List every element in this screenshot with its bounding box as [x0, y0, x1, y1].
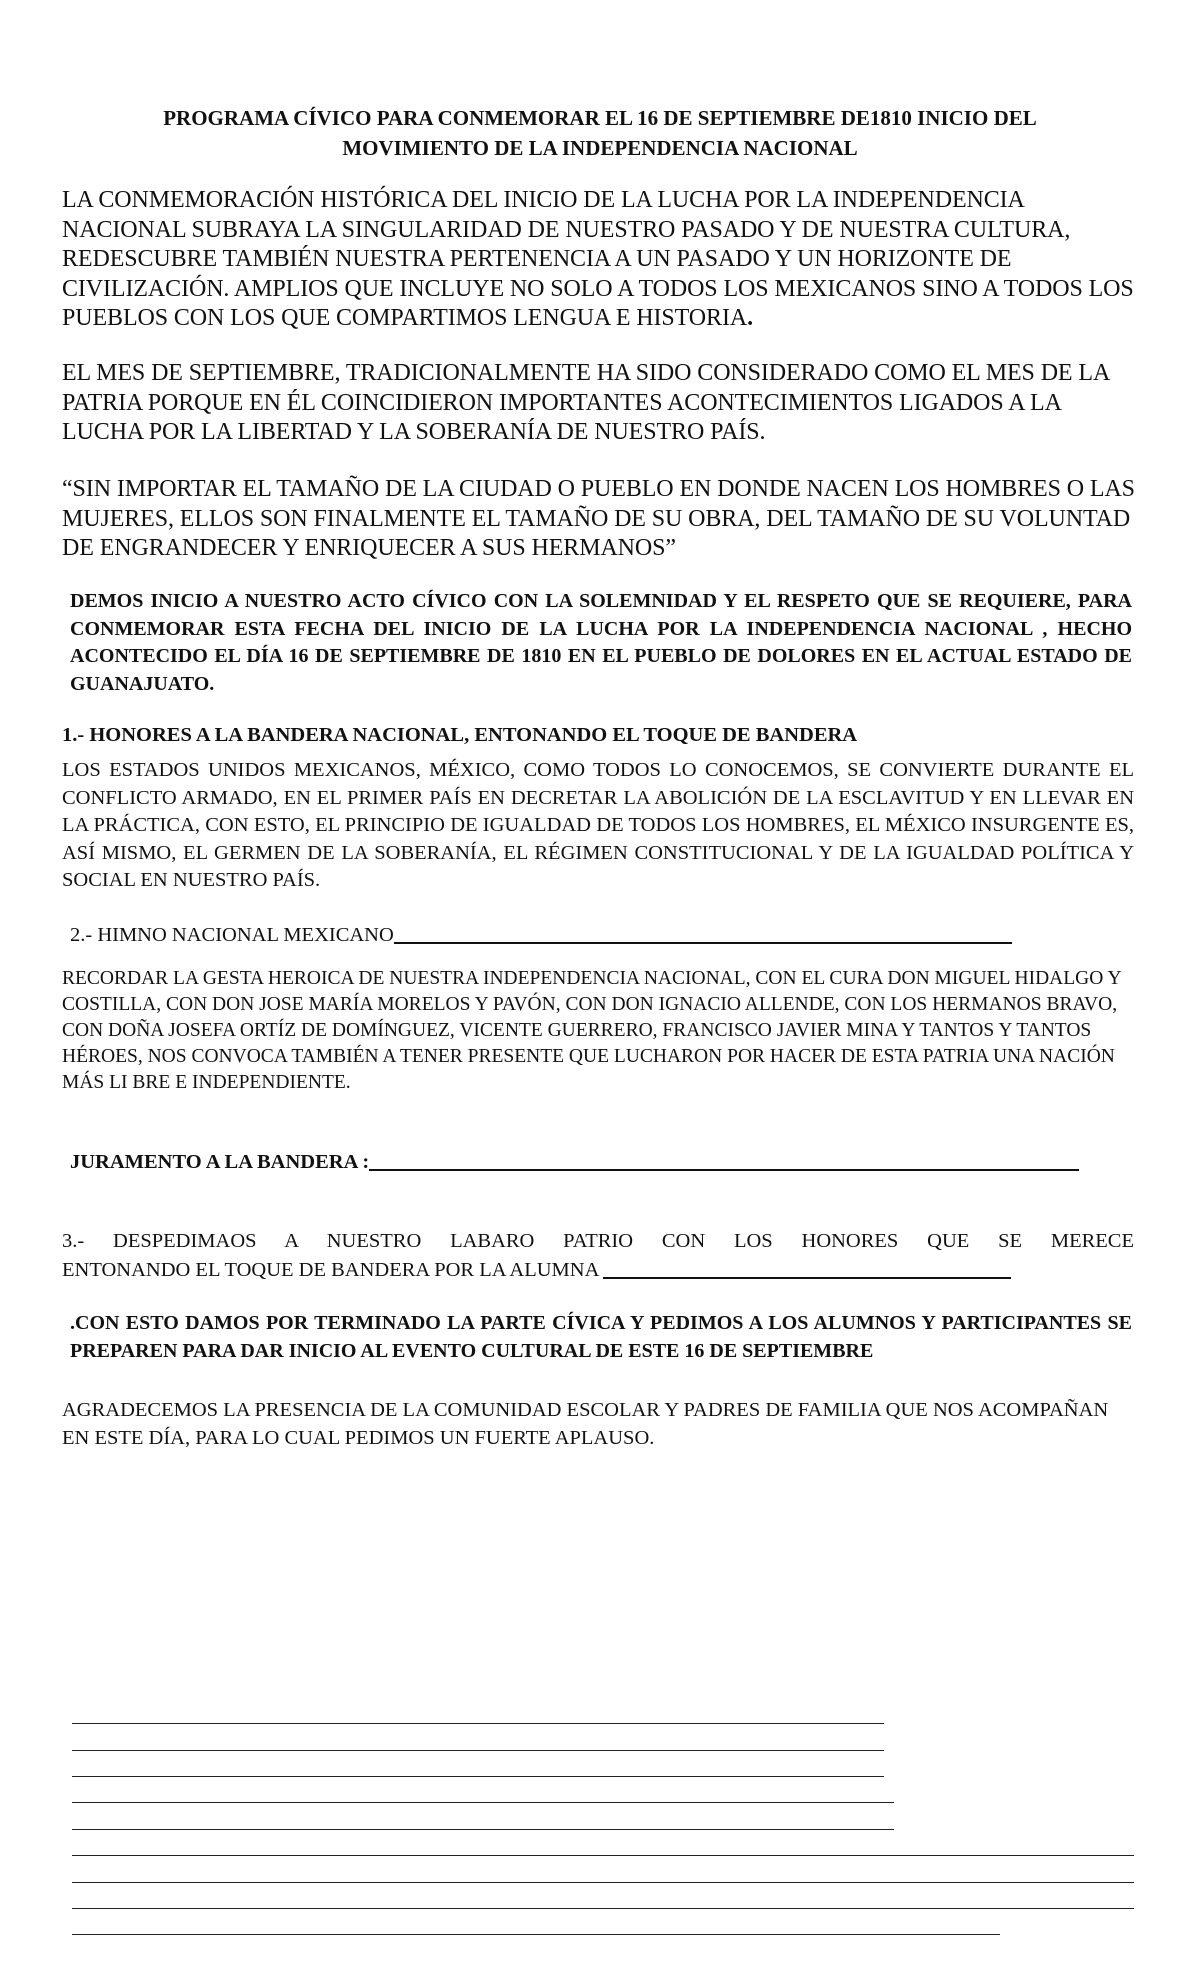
oath-blank — [369, 1169, 1079, 1171]
intro-paragraph-2: EL MES DE SEPTIEMBRE, TRADICIONALMENTE HA SIDO CONSIDERADO COMO EL MES DE LA PATRIA PORQUE EN ÉL COINCIDIERON IMPORTANTES ACONTECIMIENTOS LIGADOS A LA LUCHA POR LA LIBERTAD Y LA SOBERANÍA DE NUESTRO PAÍS. — [62, 360, 1109, 445]
section-1-text: LOS ESTADOS UNIDOS MEXICANOS, MÉXICO, COMO TODOS LO CONOCEMOS, SE CONVIERTE DURANTE EL CONFLICTO ARMADO, EN EL PRIMER PAÍS EN DECRETAR LA ABOLICIÓN DE LA ESCLAVITUD Y EN LLEVAR EN LA PRÁCTICA, CON ESTO, EL PRINCIPIO DE IGUALDAD DE TODOS LOS HOMBRES, EL MÉXICO INSURGENTE ES, ASÍ MISMO, EL GERMEN DE LA SOBERANÍA, EL RÉGIMEN CONSTITUCIONAL Y DE LA IGUALDAD POLÍTICA Y SOCIAL EN NUESTRO PAÍS. — [62, 759, 1134, 891]
section-1-heading: 1.- HONORES A LA BANDERA NACIONAL, ENTONANDO EL TOQUE DE BANDERA — [62, 724, 858, 746]
blank-line — [72, 1934, 1000, 1935]
oath-label: JURAMENTO A LA BANDERA : — [70, 1151, 370, 1173]
section-2-blank — [394, 942, 1012, 944]
oath-line — [70, 1148, 1079, 1176]
title-line-1: PROGRAMA CÍVICO PARA CONMEMORAR EL 16 DE SEPTIEMBRE DE1810 INICIO DEL — [163, 106, 1037, 130]
section-2-line — [70, 921, 1012, 949]
blank-line — [72, 1829, 894, 1830]
intro-quote: “SIN IMPORTAR EL TAMAÑO DE LA CIUDAD O PUEBLO EN DONDE NACEN LOS HOMBRES O LAS MUJERES, ELLOS SON FINALMENTE EL TAMAÑO DE SU OBRA, DEL TAMAÑO DE SU VOLUNTAD DE ENGRANDECER Y ENRIQUECER A SUS HERMANOS” — [62, 476, 1135, 561]
blank-line — [72, 1723, 884, 1724]
blank-line — [72, 1908, 1134, 1909]
section-3-line-2 — [62, 1256, 1011, 1284]
section-2-label: 2.- HIMNO NACIONAL MEXICANO — [70, 924, 394, 946]
blank-line — [72, 1750, 884, 1751]
section-2-text: RECORDAR LA GESTA HEROICA DE NUESTRA INDEPENDENCIA NACIONAL, CON EL CURA DON MIGUEL HIDALGO Y COSTILLA, CON DON JOSE MARÍA MORELOS Y PAVÓN, CON DON IGNACIO ALLENDE, CON LOS HERMANOS BRAVO, CON DOÑA JOSEFA ORTÍZ DE DOMÍNGUEZ, VICENTE GUERRERO, FRANCISCO JAVIER MINA Y TANTOS Y TANTOS HÉROES, NOS CONVOCA TAMBIÉN A TENER PRESENTE QUE LUCHARON POR HACER DE ESTA PATRIA UNA NACIÓN MÁS LI BRE E INDEPENDIENTE. — [62, 968, 1121, 1093]
thanks-text: AGRADECEMOS LA PRESENCIA DE LA COMUNIDAD ESCOLAR Y PADRES DE FAMILIA QUE NOS ACOMPAÑAN EN ESTE DÍA, PARA LO CUAL PEDIMOS UN FUERTE APLAUSO. — [62, 1399, 1109, 1449]
blank-line — [72, 1882, 1134, 1883]
closing-statement: .CON ESTO DAMOS POR TERMINADO LA PARTE CÍVICA Y PEDIMOS A LOS ALUMNOS Y PARTICIPANTES SE PREPAREN PARA DAR INICIO AL EVENTO CULTURAL DE ESTE 16 DE SEPTIEMBRE — [70, 1312, 1132, 1362]
section-3-line-1: 3.- DESPEDIMAOS A NUESTRO LABARO PATRIO CON LOS HONORES QUE SE MERECE — [62, 1230, 1134, 1252]
blank-line — [72, 1802, 894, 1803]
section-3-blank — [603, 1277, 1011, 1279]
section-3-label: ENTONANDO EL TOQUE DE BANDERA POR LA ALUMNA — [62, 1259, 599, 1281]
opening-statement: DEMOS INICIO A NUESTRO ACTO CÍVICO CON LA SOLEMNIDAD Y EL RESPETO QUE SE REQUIERE, PARA CONMEMORAR ESTA FECHA DEL INICIO DE LA LUCHA POR LA INDEPENDENCIA NACIONAL , HECHO ACONTECIDO EL DÍA 16 DE SEPTIEMBRE DE 1810 EN EL PUEBLO DE DOLORES EN EL ACTUAL ESTADO DE GUANAJUATO. — [70, 590, 1132, 695]
blank-line — [72, 1855, 1134, 1856]
title-line-2: MOVIMIENTO DE LA INDEPENDENCIA NACIONAL — [342, 136, 858, 160]
intro-text-1: LA CONMEMORACIÓN HISTÓRICA DEL INICIO DE LA LUCHA POR LA INDEPENDENCIA NACIONAL SUBRAYA LA SINGULARIDAD DE NUESTRO PASADO Y DE NUESTRA CULTURA, REDESCUBRE TAMBIÉN NUESTRA PERTENENCIA A UN PASADO Y UN HORIZONTE DE CIVILIZACIÓN. AMPLIOS QUE INCLUYE NO SOLO A TODOS LOS MEXICANOS SINO A TODOS LOS PUEBLOS CON LOS QUE COMPARTIMOS LENGUA E HISTORIA — [62, 187, 1134, 331]
intro-period: . — [747, 305, 753, 331]
blank-line — [72, 1776, 884, 1777]
page-title — [0, 103, 1200, 163]
intro-paragraph-1 — [62, 186, 1142, 334]
